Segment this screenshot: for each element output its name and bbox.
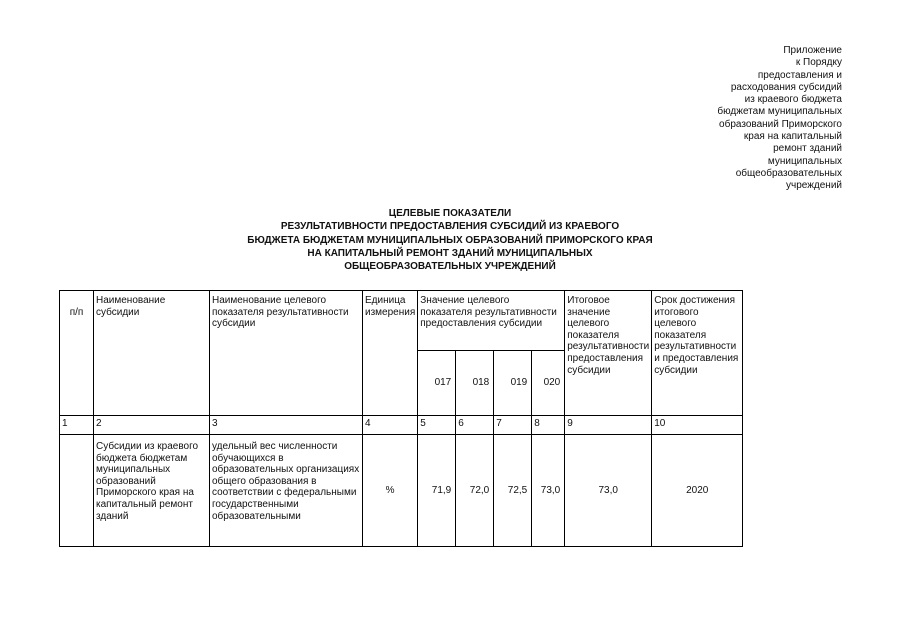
column-number: 1 <box>60 416 94 435</box>
column-number: 9 <box>565 416 652 435</box>
header-year: 020 <box>532 351 565 416</box>
appendix-line: бюджетам муниципальных <box>717 106 842 118</box>
column-number: 2 <box>94 416 210 435</box>
appendix-line: муниципальных <box>767 155 842 167</box>
row-value: 72,0 <box>456 435 494 547</box>
appendix-block <box>642 45 842 193</box>
title-line: ЦЕЛЕВЫЕ ПОКАЗАТЕЛИ <box>388 208 512 219</box>
table-row <box>60 435 743 547</box>
header-year: 019 <box>494 351 532 416</box>
column-number: 5 <box>418 416 456 435</box>
appendix-line: края на капитальный <box>743 131 842 143</box>
header-final-value: Итоговое значение целевого показателя результативности предоставления субсидии <box>565 291 652 416</box>
appendix-line: образований Приморского <box>719 118 842 130</box>
appendix-line: расходования субсидий <box>730 81 842 93</box>
appendix-line: ремонт зданий <box>773 143 842 155</box>
column-number: 6 <box>456 416 494 435</box>
row-subsidy-name: Субсидии из краевого бюджета бюджетам муниципальных образований Приморского края на капитальный ремонт зданий <box>94 435 210 547</box>
row-value: 73,0 <box>532 435 565 547</box>
title-line: БЮДЖЕТА БЮДЖЕТАМ МУНИЦИПАЛЬНЫХ ОБРАЗОВАНИЙ ПРИМОРСКОГО КРАЯ <box>247 234 653 246</box>
appendix-line: к Порядку <box>795 57 842 69</box>
row-pp <box>60 435 94 547</box>
row-final-value: 73,0 <box>565 435 652 547</box>
appendix-line: Приложение <box>783 45 842 56</box>
appendix-line: из краевого бюджета <box>744 94 842 106</box>
column-number: 10 <box>652 416 743 435</box>
header-subsidy-name: Наименование субсидии <box>94 291 210 416</box>
title-line: РЕЗУЛЬТАТИВНОСТИ ПРЕДОСТАВЛЕНИЯ СУБСИДИЙ ИЗ КРАЕВОГО <box>280 221 620 233</box>
column-number: 3 <box>210 416 363 435</box>
row-unit: % <box>363 435 418 547</box>
header-row <box>60 291 743 351</box>
document-title <box>200 207 700 273</box>
indicators-table <box>59 290 743 547</box>
column-number: 8 <box>532 416 565 435</box>
row-value: 71,9 <box>418 435 456 547</box>
column-numbers-row <box>60 416 743 435</box>
row-deadline: 2020 <box>652 435 743 547</box>
appendix-line: общеобразовательных <box>735 167 842 179</box>
row-value: 72,5 <box>494 435 532 547</box>
header-value-group: Значение целевого показателя результативности предоставления субсидии <box>418 291 565 351</box>
title-line: ОБЩЕОБРАЗОВАТЕЛЬНЫХ УЧРЕЖДЕНИЙ <box>344 261 556 273</box>
row-indicator-name: удельный вес численности обучающихся в образовательных организациях общего образования в соответствии с федеральными государственными образовательными <box>210 435 363 547</box>
header-indicator-name: Наименование целевого показателя результативности субсидии <box>210 291 363 416</box>
header-unit: Единица измерения <box>363 291 418 416</box>
column-number: 4 <box>363 416 418 435</box>
column-number: 7 <box>494 416 532 435</box>
title-line: НА КАПИТАЛЬНЫЙ РЕМОНТ ЗДАНИЙ МУНИЦИПАЛЬНЫХ <box>307 247 593 259</box>
appendix-line: предоставления и <box>757 69 842 81</box>
header-pp: п/п <box>60 291 94 416</box>
header-year: 018 <box>456 351 494 416</box>
header-deadline: Срок достижения итогового целевого показателя результативности и предоставления субсидии <box>652 291 743 416</box>
header-year: 017 <box>418 351 456 416</box>
appendix-line: учреждений <box>785 180 842 192</box>
